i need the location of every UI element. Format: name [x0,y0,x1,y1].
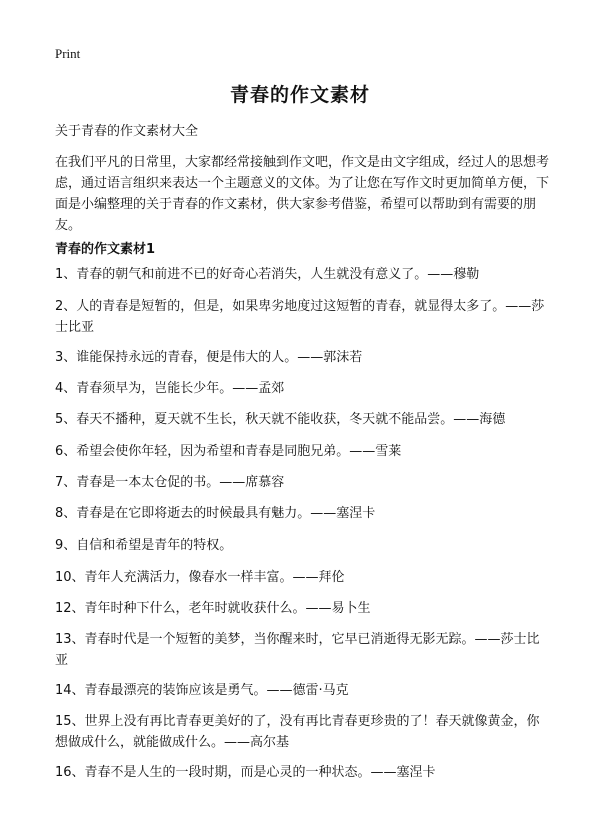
print-link[interactable]: Print [55,46,81,61]
quote-item: 4、青春须早为，岂能长少年。——孟郊 [55,381,285,396]
quote-item: 10、青年人充满活力，像春水一样丰富。——拜伦 [55,570,345,585]
quote-item: 1、青春的朝气和前进不已的好奇心若消失，人生就没有意义了。——穆勒 [55,267,480,282]
quote-item: 16、青春不是人生的一段时期，而是心灵的一种状态。——塞涅卡 [55,765,436,780]
section-heading: 青春的作文素材1 [55,242,156,257]
quote-item: 15、世界上没有再比青春更美好的了，没有再比青春更珍贵的了！春天就像黄金，你想做成什么，就能做成什么。——高尔基 [55,714,540,750]
quote-item: 8、青春是在它即将逝去的时候最具有魅力。——塞涅卡 [55,506,376,521]
quote-item: 5、春天不播种，夏天就不生长，秋天就不能收获，冬天就不能品尝。——海德 [55,412,506,427]
quote-item: 12、青年时种下什么，老年时就收获什么。——易卜生 [55,601,371,616]
quote-item: 9、自信和希望是青年的特权。 [55,538,233,553]
quote-item: 14、青春最漂亮的装饰应该是勇气。——德雷·马克 [55,683,349,698]
quote-item: 2、人的青春是短暂的，但是，如果卑劣地度过这短暂的青春，就显得太多了。——莎士比亚 [55,299,545,335]
intro-paragraph: 在我们平凡的日常里，大家都经常接触到作文吧，作文是由文字组成，经过人的思想考虑，通过语言组织来表达一个主题意义的文体。为了让您在写作文时更加简单方便，下面是小编整理的关于青春的作文素材，供大家参考借鉴，希望可以帮助到有需要的朋友。 [55,155,550,233]
quote-item: 6、希望会使你年轻，因为希望和青春是同胞兄弟。——雪莱 [55,444,402,459]
subtitle: 关于青春的作文素材大全 [55,124,199,139]
page-title: 青春的作文素材 [229,84,370,106]
quote-item: 13、青春时代是一个短暂的美梦，当你醒来时，它早已消逝得无影无踪。——莎士比亚 [55,632,540,668]
quote-item: 3、谁能保持永远的青春，便是伟大的人。——郭沫若 [55,350,363,365]
quote-item: 7、青春是一本太仓促的书。——席慕容 [55,475,285,490]
